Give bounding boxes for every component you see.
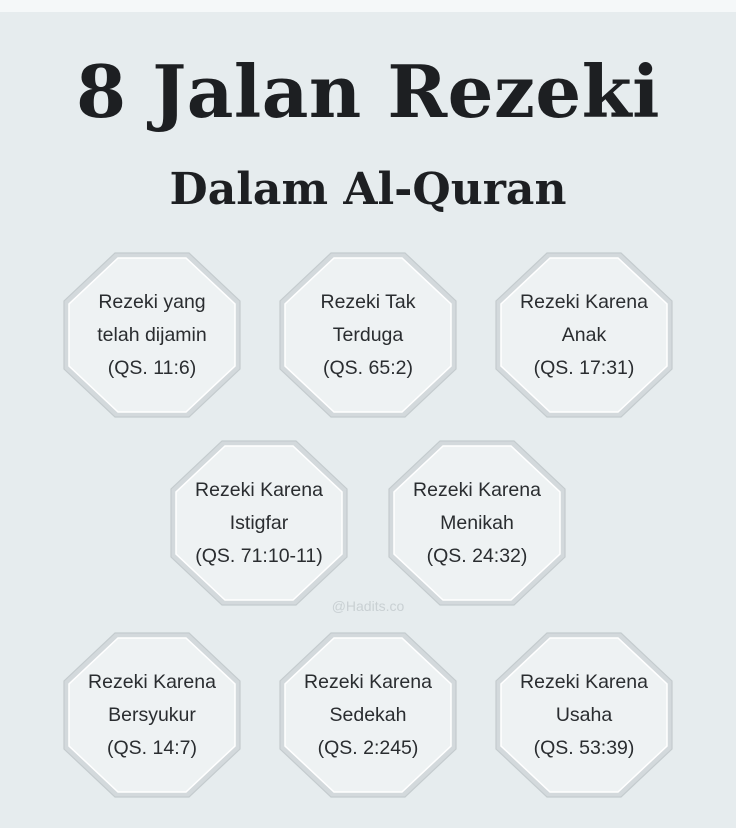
badge-ref: (QS. 11:6) xyxy=(107,356,197,379)
octagon-badge-3 xyxy=(495,252,673,418)
badge-line2: Usaha xyxy=(555,703,613,726)
badge-line1: Rezeki yang xyxy=(98,290,206,313)
badge-line1: Rezeki Karena xyxy=(195,478,323,501)
badge-line2: Terduga xyxy=(332,323,404,346)
badge-text xyxy=(63,252,241,418)
top-strip xyxy=(0,0,736,12)
badge-line1: Rezeki Karena xyxy=(520,290,648,313)
octagon-badge-1 xyxy=(63,252,241,418)
badge-text xyxy=(63,632,241,798)
badge-ref: (QS. 14:7) xyxy=(107,736,197,759)
watermark: @Hadits.co xyxy=(331,598,405,614)
badge-line1: Rezeki Karena xyxy=(304,670,432,693)
badge-line2: Istigfar xyxy=(229,511,289,534)
badge-line2: telah dijamin xyxy=(97,323,207,346)
badge-ref: (QS. 65:2) xyxy=(323,356,413,379)
badge-line2: Bersyukur xyxy=(108,703,196,726)
badge-line2: Menikah xyxy=(440,511,514,534)
badge-line1: Rezeki Tak xyxy=(320,290,416,313)
badge-text xyxy=(279,252,457,418)
badge-line1: Rezeki Karena xyxy=(88,670,216,693)
octagon-badge-4 xyxy=(170,440,348,606)
badge-ref: (QS. 53:39) xyxy=(533,736,635,759)
badge-text xyxy=(495,632,673,798)
badge-ref: (QS. 71:10-11) xyxy=(195,544,323,567)
octagon-badge-6 xyxy=(63,632,241,798)
badge-ref: (QS. 24:32) xyxy=(426,544,528,567)
octagon-badge-8 xyxy=(495,632,673,798)
octagon-badge-5 xyxy=(388,440,566,606)
badge-text xyxy=(495,252,673,418)
badge-line1: Rezeki Karena xyxy=(413,478,541,501)
badge-text xyxy=(388,440,566,606)
octagon-badge-2 xyxy=(279,252,457,418)
page-subtitle: Dalam Al-Quran xyxy=(169,164,567,215)
page-title: 8 Jalan Rezeki xyxy=(76,49,660,134)
badge-text xyxy=(170,440,348,606)
octagon-badge-7 xyxy=(279,632,457,798)
badge-line2: Anak xyxy=(561,323,607,346)
badge-ref: (QS. 17:31) xyxy=(533,356,635,379)
badge-text xyxy=(279,632,457,798)
badge-line2: Sedekah xyxy=(329,703,407,726)
badge-ref: (QS. 2:245) xyxy=(317,736,419,759)
badge-line1: Rezeki Karena xyxy=(520,670,648,693)
